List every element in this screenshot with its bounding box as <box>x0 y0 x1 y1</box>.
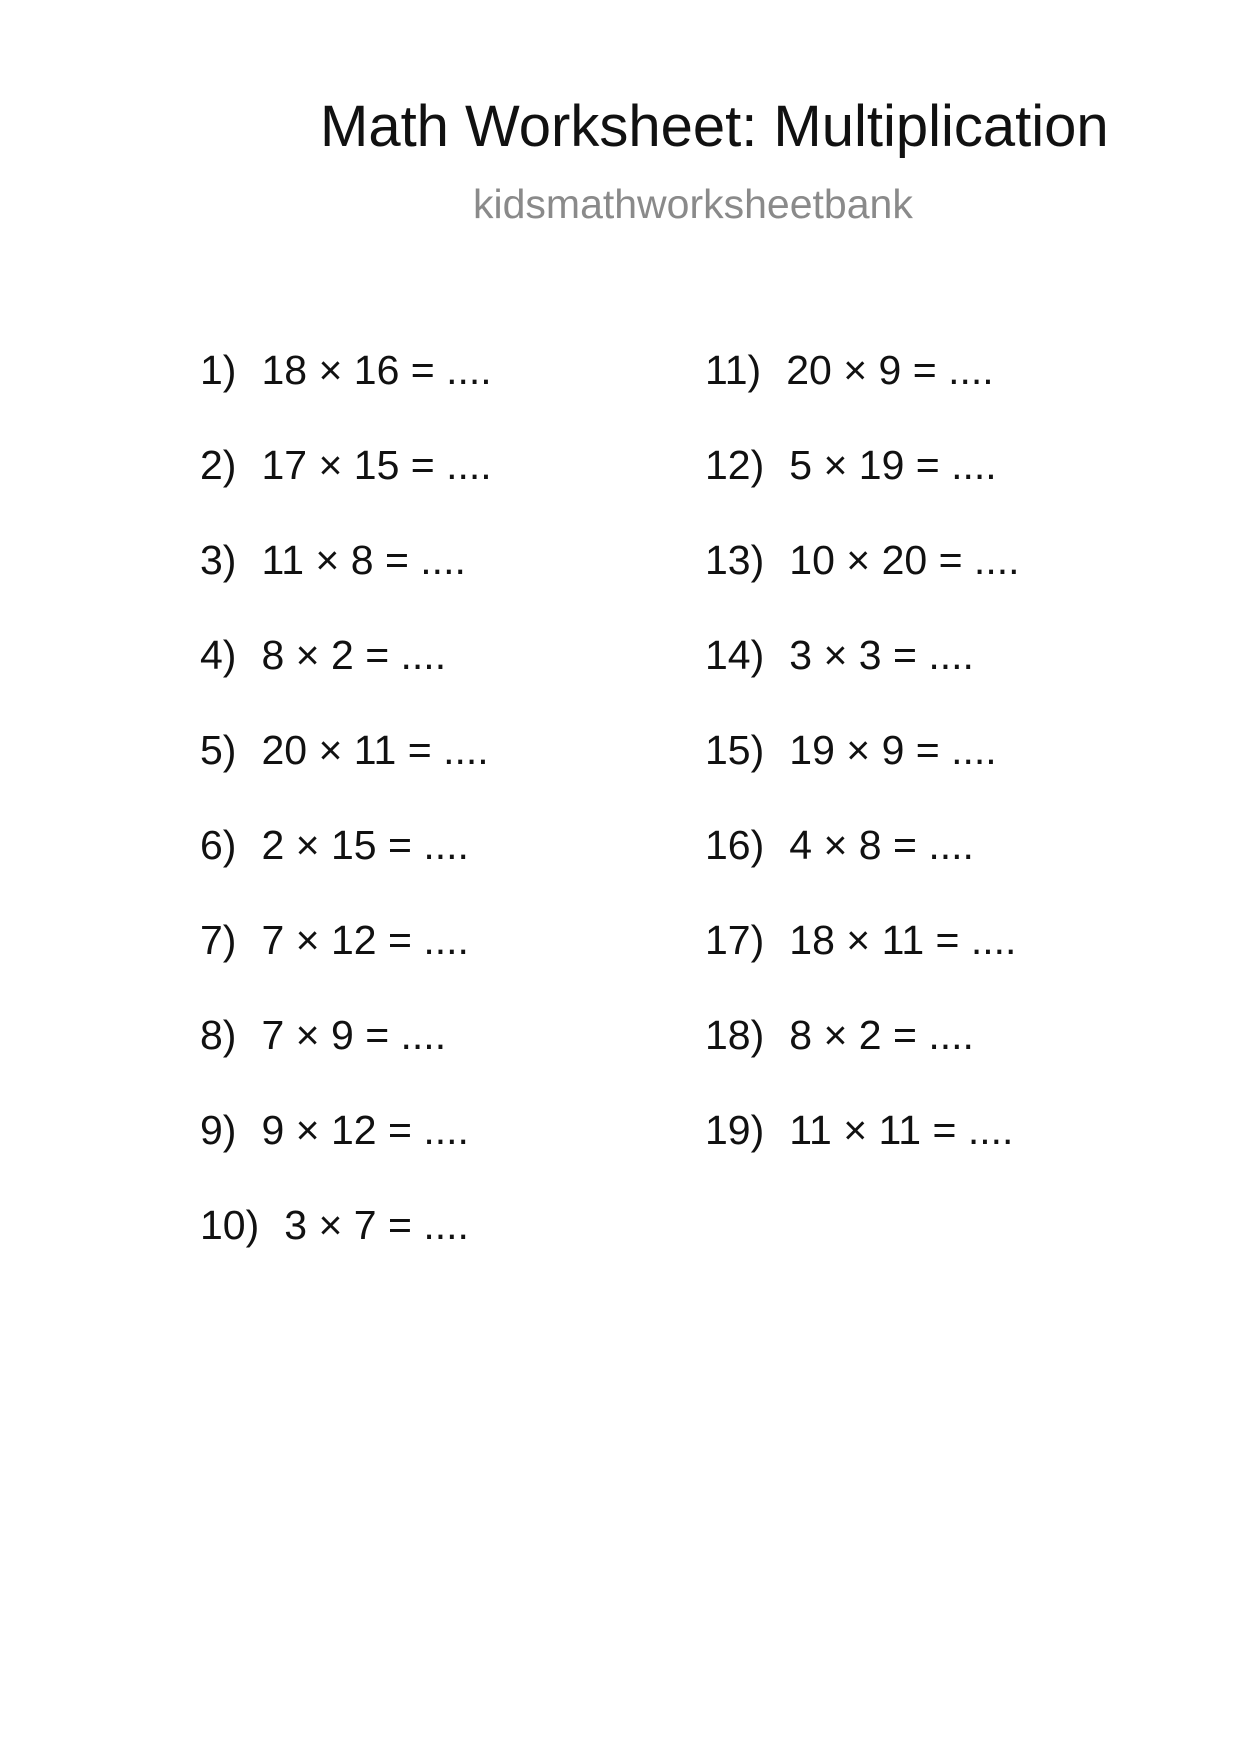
problem-item <box>200 1107 492 1205</box>
problem-item <box>705 1012 1020 1110</box>
problem-column-right <box>705 347 1020 1205</box>
worksheet-title: Math Worksheet: Multiplication <box>320 94 1109 159</box>
problem-expression: 3 × 7 = .... <box>284 1202 469 1248</box>
problem-expression: 2 × 15 = .... <box>261 822 469 868</box>
problem-number: 16) <box>705 822 765 868</box>
problem-number: 2) <box>200 442 237 488</box>
problem-expression: 20 × 9 = .... <box>786 347 994 393</box>
problem-expression: 10 × 20 = .... <box>789 537 1020 583</box>
problem-item <box>705 822 1020 920</box>
problem-expression: 9 × 12 = .... <box>261 1107 469 1153</box>
problem-expression: 18 × 16 = .... <box>261 347 492 393</box>
problem-expression: 5 × 19 = .... <box>789 442 997 488</box>
problem-item <box>705 442 1020 540</box>
problem-number: 13) <box>705 537 765 583</box>
problem-item <box>705 727 1020 825</box>
problem-expression: 8 × 2 = .... <box>789 1012 974 1058</box>
problem-item <box>705 917 1020 1015</box>
problem-expression: 17 × 15 = .... <box>261 442 492 488</box>
problem-expression: 7 × 9 = .... <box>261 1012 447 1058</box>
problem-number: 14) <box>705 632 765 678</box>
problem-number: 17) <box>705 917 765 963</box>
problem-column-left <box>200 347 492 1300</box>
problem-expression: 3 × 3 = .... <box>789 632 974 678</box>
problem-item <box>200 822 492 920</box>
problem-number: 9) <box>200 1107 237 1153</box>
problem-number: 15) <box>705 727 765 773</box>
problem-number: 10) <box>200 1202 260 1248</box>
problem-number: 19) <box>705 1107 765 1153</box>
problem-number: 4) <box>200 632 237 678</box>
problem-number: 1) <box>200 347 237 393</box>
problem-number: 8) <box>200 1012 237 1058</box>
problem-item <box>705 347 1020 445</box>
problem-expression: 4 × 8 = .... <box>789 822 974 868</box>
problem-item <box>200 442 492 540</box>
problem-number: 18) <box>705 1012 765 1058</box>
problem-item <box>200 537 492 635</box>
problem-expression: 11 × 11 = .... <box>789 1107 1014 1153</box>
problem-item <box>705 632 1020 730</box>
worksheet-source: kidsmathworksheetbank <box>473 181 913 227</box>
problem-number: 12) <box>705 442 765 488</box>
problem-expression: 18 × 11 = .... <box>789 917 1017 963</box>
problem-expression: 7 × 12 = .... <box>261 917 469 963</box>
problem-expression: 11 × 8 = .... <box>261 537 466 583</box>
problem-expression: 20 × 11 = .... <box>261 727 489 773</box>
problem-number: 5) <box>200 727 237 773</box>
problem-item <box>200 347 492 445</box>
problem-item <box>200 727 492 825</box>
problem-item <box>705 537 1020 635</box>
problem-item <box>200 917 492 1015</box>
problem-expression: 19 × 9 = .... <box>789 727 997 773</box>
problem-item <box>200 1202 492 1300</box>
problem-number: 11) <box>705 347 762 393</box>
problem-item <box>705 1107 1020 1205</box>
problem-item <box>200 1012 492 1110</box>
problem-number: 6) <box>200 822 237 868</box>
problem-number: 7) <box>200 917 237 963</box>
problem-item <box>200 632 492 730</box>
problem-number: 3) <box>200 537 237 583</box>
problem-expression: 8 × 2 = .... <box>261 632 447 678</box>
